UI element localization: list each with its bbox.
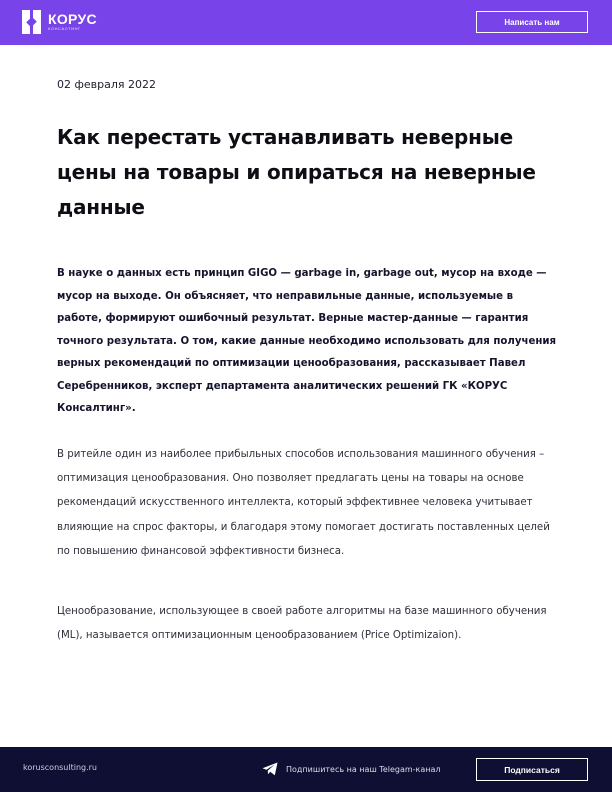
- telegram-link[interactable]: [262, 762, 441, 776]
- logo-subtitle: КОНСАЛТИНГ: [48, 26, 81, 31]
- article-date: 02 февраля 2022: [57, 78, 157, 91]
- subscribe-button[interactable]: Подписаться: [476, 758, 588, 781]
- site-header: [0, 0, 612, 45]
- article-lead: В науке о данных есть принцип GIGO — garbage in, garbage out, мусор на входе — мусор на выходе. Он объясняет, что неправильные данные, используемые в работе, формируют ошибочный результат. Верные мастер-данные — гарантия точного результата. О том, какие данные необходимо использовать для получения верных рекомендаций по оптимизации ценообразования, рассказывает Павел Серебренников, эксперт департамента аналитических решений ГК «КОРУС Консалтинг».: [57, 268, 557, 414]
- logo-name: КОРУС: [48, 11, 97, 27]
- article-paragraph: В ритейле один из наиболее прибыльных способов использования машинного обучения – оптимизация ценообразования. Оно позволяет предлагать цены на товары на основе рекомендаций искусственного интеллекта, который эффективнее человека учитывает влияющие на спрос факторы, и благодаря этому помогает достигать поставленных целей по повышению финансовой эффективности бизнеса.: [57, 449, 550, 557]
- article-paragraph: Ценообразование, использующее в своей работе алгоритмы на базе машинного обучения (ML), называется оптимизационным ценообразованием (Price Optimizaion).: [57, 606, 547, 642]
- telegram-text: Подпишитесь на наш Telegam-канал: [286, 764, 441, 774]
- article-title: Как перестать устанавливать неверные цены на товары и опираться на неверные данные: [57, 125, 536, 219]
- telegram-icon: [262, 762, 278, 776]
- site-footer: [0, 747, 612, 792]
- write-us-button[interactable]: Написать нам: [476, 11, 588, 33]
- korus-logo[interactable]: [22, 10, 97, 34]
- site-link[interactable]: korusconsulting.ru: [23, 763, 98, 772]
- korus-logo-icon: [22, 10, 42, 34]
